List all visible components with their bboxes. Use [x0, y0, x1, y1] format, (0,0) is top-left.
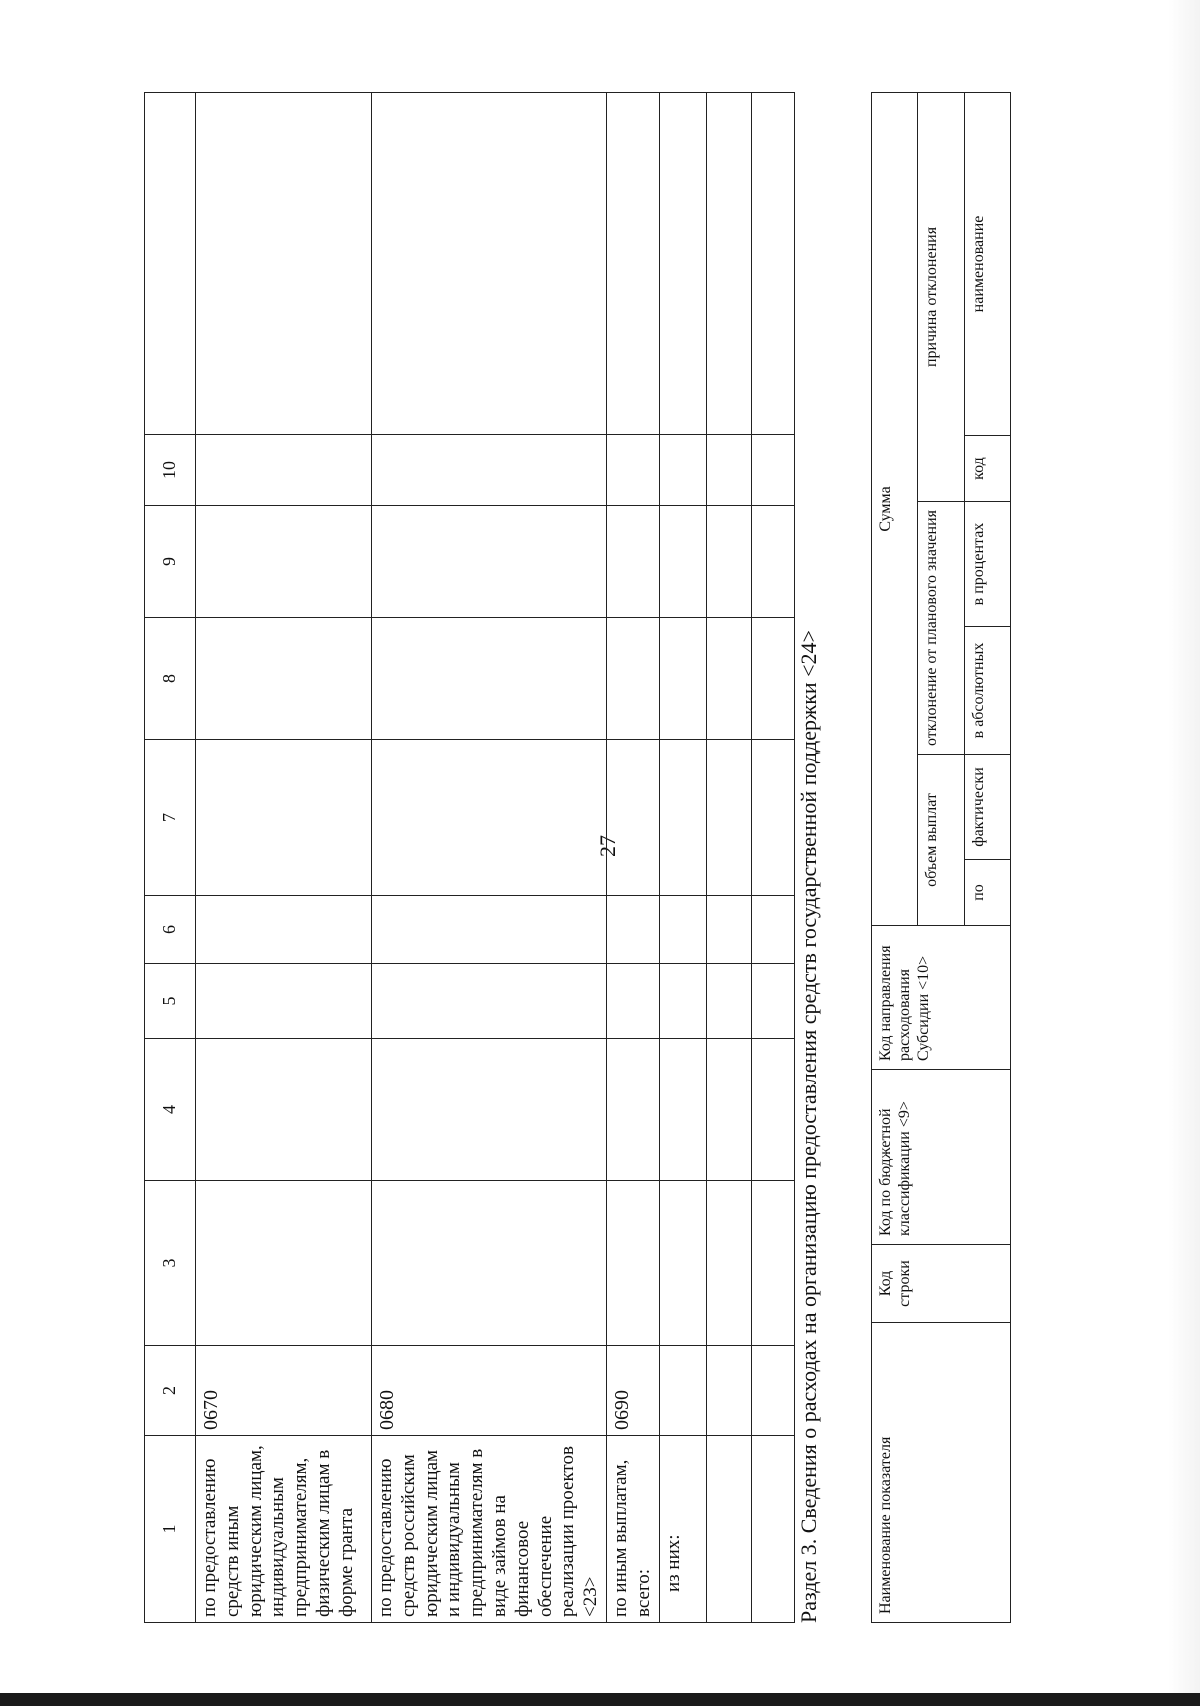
table-cell [706, 740, 751, 896]
table-cell [606, 506, 659, 618]
table-cell [706, 506, 751, 618]
percent-header: в процентах [964, 502, 1010, 627]
column-number: 6 [145, 896, 196, 964]
table-cell [196, 740, 372, 896]
table-cell [751, 740, 794, 896]
row-name: по предоставлению средств иным юридическим лицам, индивидуальным предпринимателям, физическим лицам в форме гранта [196, 1436, 372, 1623]
sum-header: Сумма [872, 92, 918, 925]
table-cell [751, 1039, 794, 1181]
table-cell [751, 506, 794, 618]
table-cell [606, 1039, 659, 1181]
table-cell [706, 1181, 751, 1346]
row-name: по предоставлению средств российским юридическим лицам и индивидуальным предпринимателям в виде займов на финансовое обеспечение реализации проектов <23> [372, 1436, 607, 1623]
budget-code-header: Код по бюджетной классификации <9> [872, 1070, 1011, 1245]
scan-shading [1168, 0, 1200, 1693]
row-name: из них: [659, 1436, 706, 1623]
table-cell [751, 1181, 794, 1346]
table-cell [706, 1039, 751, 1181]
column-number: 3 [145, 1181, 196, 1346]
table-row [659, 93, 706, 1623]
table-cell [751, 896, 794, 964]
deviation-header: отклонение от планового значения [918, 502, 964, 755]
landscape-content [144, 93, 1039, 1623]
table-cell [196, 93, 372, 435]
table-cell [372, 435, 607, 506]
indicator-name-header: Наименование показателя [872, 1323, 1011, 1623]
column-number-row [145, 93, 196, 1623]
table-cell [659, 506, 706, 618]
column-number: 10 [145, 435, 196, 506]
row-code [659, 1346, 706, 1436]
table-cell [196, 618, 372, 740]
table-cell [706, 964, 751, 1039]
table-cell [706, 896, 751, 964]
table-cell [706, 618, 751, 740]
table-cell [606, 964, 659, 1039]
table-cell [372, 506, 607, 618]
table-cell [751, 618, 794, 740]
table-cell [659, 435, 706, 506]
table-cell [606, 1181, 659, 1346]
table-cell [659, 964, 706, 1039]
table-cell [372, 964, 607, 1039]
table-cell [659, 740, 706, 896]
page-number: 27 [595, 835, 620, 857]
table-cell [606, 93, 659, 435]
table-cell [659, 1181, 706, 1346]
table-cell [372, 618, 607, 740]
table-cell [659, 93, 706, 435]
row-code: 0690 [606, 1346, 659, 1436]
table-cell [751, 435, 794, 506]
line-code-header: Код строки [872, 1245, 1011, 1323]
row-code [706, 1346, 751, 1436]
table-cell [606, 896, 659, 964]
table-row [606, 93, 659, 1623]
expense-direction-code-header: Код направления расходования Субсидии <10> [872, 926, 1011, 1070]
table-cell [606, 435, 659, 506]
deviation-reason-header: причина отклонения [918, 92, 964, 501]
section-3-header-row [872, 92, 918, 1622]
payout-volume-header: объем выплат [918, 755, 964, 926]
table-cell [606, 740, 659, 896]
reason-code-header: код [964, 436, 1010, 502]
column-number: 1 [145, 1436, 196, 1623]
column-number: 8 [145, 618, 196, 740]
absolute-header: в абсолютных [964, 627, 1010, 755]
table-row [196, 93, 372, 1623]
row-name [751, 1436, 794, 1623]
table-cell [372, 1181, 607, 1346]
column-number: 4 [145, 1039, 196, 1181]
table-cell [659, 1039, 706, 1181]
table-cell [196, 1039, 372, 1181]
column-number: 7 [145, 740, 196, 896]
table-cell [659, 618, 706, 740]
table-cell [372, 93, 607, 435]
main-report-table [144, 92, 795, 1623]
column-number: 2 [145, 1346, 196, 1436]
row-code [751, 1346, 794, 1436]
table-cell [196, 964, 372, 1039]
table-row [706, 93, 751, 1623]
table-cell [706, 435, 751, 506]
section-3-title: Раздел 3. Сведения о расходах на организацию предоставления средств государственной поддержки <24> [796, 630, 821, 1623]
row-name: по иным выплатам, всего: [606, 1436, 659, 1623]
reason-name-header: наименование [964, 92, 1010, 435]
row-code: 0680 [372, 1346, 607, 1436]
table-cell [372, 1039, 607, 1181]
row-code: 0670 [196, 1346, 372, 1436]
table-row [751, 93, 794, 1623]
table-cell [606, 618, 659, 740]
table-cell [659, 896, 706, 964]
column-number: 5 [145, 964, 196, 1039]
table-row [372, 93, 607, 1623]
table-cell [196, 506, 372, 618]
table-cell [706, 93, 751, 435]
table-cell [372, 896, 607, 964]
table-cell [196, 435, 372, 506]
column-number [145, 93, 196, 435]
row-name [706, 1436, 751, 1623]
table-cell [196, 896, 372, 964]
table-cell [196, 1181, 372, 1346]
table-cell [751, 964, 794, 1039]
section-3-table [871, 92, 1011, 1623]
actual-header: фактически [964, 755, 1010, 860]
table-cell [372, 740, 607, 896]
table-cell [751, 93, 794, 435]
scan-bottom-edge [0, 1693, 1200, 1706]
planned-header: по [964, 860, 1010, 926]
column-number: 9 [145, 506, 196, 618]
